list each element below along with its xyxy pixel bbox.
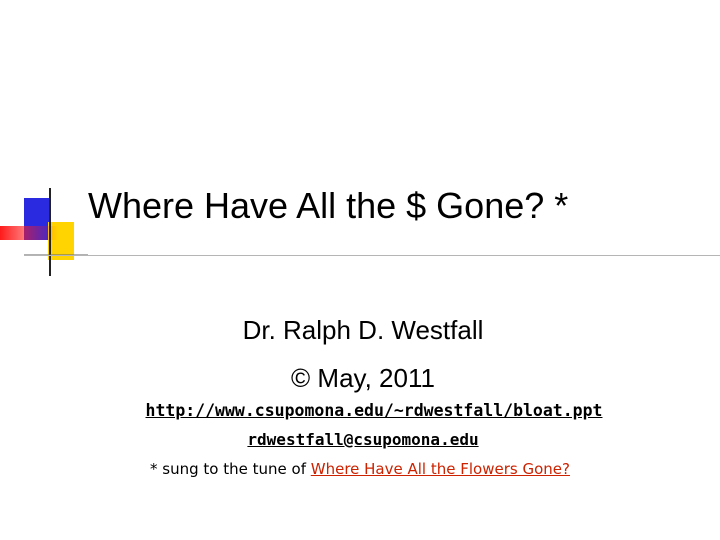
- presentation-url-link[interactable]: http://www.csupomona.edu/~rdwestfall/bloat.ppt: [145, 401, 603, 420]
- footnote: [0, 458, 720, 480]
- author-name: Dr. Ralph D. Westfall: [242, 315, 484, 345]
- email-link[interactable]: rdwestfall@csupomona.edu: [247, 430, 479, 449]
- slide-title: Where Have All the $ Gone? *: [88, 185, 569, 226]
- title-decoration-graphic: [0, 180, 90, 280]
- song-title-link[interactable]: Where Have All the Flowers Gone?: [310, 460, 570, 478]
- copyright-date: © May, 2011: [291, 363, 435, 393]
- title-underline-rule: [24, 255, 720, 256]
- footnote-text: * sung to the tune of: [150, 460, 311, 478]
